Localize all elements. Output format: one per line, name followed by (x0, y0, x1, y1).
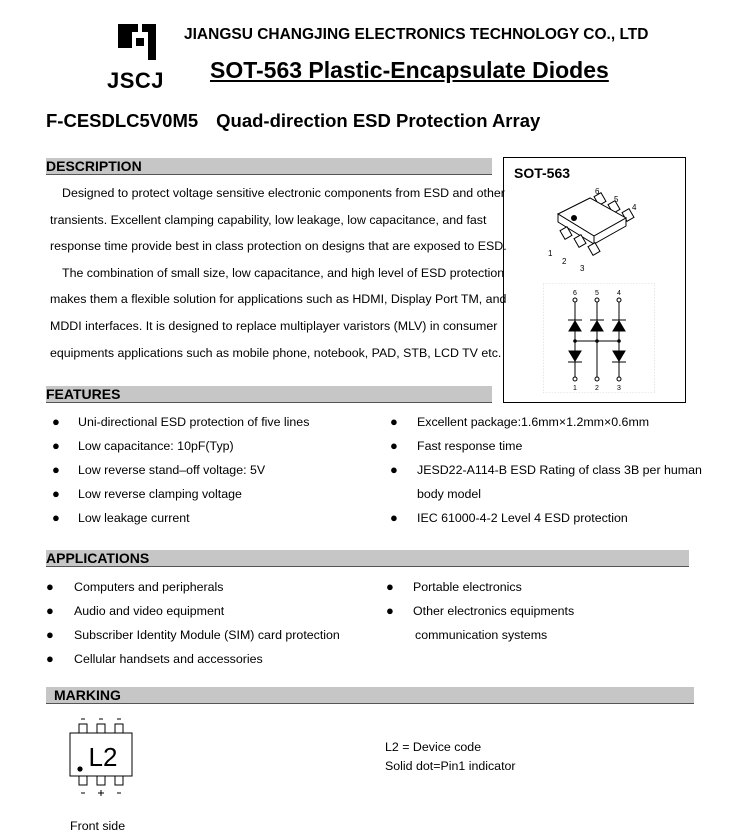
bullet-icon: ● (386, 603, 394, 618)
bullet-icon: ● (390, 462, 398, 477)
list-item: ● Low leakage current (52, 506, 372, 530)
bullet-icon: ● (52, 510, 60, 525)
list-item: ● Subscriber Identity Module (SIM) card protection (46, 623, 366, 647)
description-line: The combination of small size, low capacitance, and high level of ESD protection (62, 265, 505, 280)
marking-legend-line: L2 = Device code (385, 740, 482, 754)
pin-number: 4 (632, 203, 637, 212)
part-description: Quad-direction ESD Protection Array (216, 110, 541, 131)
pin-number: 1 (548, 249, 553, 258)
bullet-icon: ● (52, 462, 60, 477)
list-item: ● Audio and video equipment (46, 599, 366, 623)
description-line: MDDI interfaces. It is designed to replace multiplayer varistors (MLV) in consumer (50, 318, 498, 333)
description-line: makes them a flexible solution for applications such as HDMI, Display Port TM, and (50, 292, 507, 307)
list-item: ● Low reverse clamping voltage (52, 482, 372, 506)
bullet-icon: ● (46, 603, 54, 618)
description-section-bar (46, 158, 492, 175)
bullet-icon: ● (390, 414, 398, 429)
list-item: ● Low reverse stand–off voltage: 5V (52, 458, 372, 482)
features-list-right (390, 410, 720, 530)
schematic-pin-label: 6 (573, 290, 577, 297)
description-line: Designed to protect voltage sensitive electronic components from ESD and other (62, 186, 505, 200)
features-list-left (52, 410, 372, 530)
bullet-icon: ● (390, 510, 398, 525)
bullet-icon: ● (390, 438, 398, 453)
list-item: ● IEC 61000-4-2 Level 4 ESD protection (390, 506, 720, 530)
logo-text: JSCJ (107, 68, 165, 93)
pin-number: 6 (595, 187, 600, 196)
list-item: ● Other electronics equipments (386, 599, 686, 623)
jscj-logo-icon (118, 24, 162, 64)
list-item: ● JESD22-A114-B ESD Rating of class 3B per human (390, 458, 720, 482)
schematic-pin-label: 4 (617, 290, 621, 297)
schematic-pin-label: 2 (595, 385, 599, 392)
bullet-icon: ● (46, 579, 54, 594)
list-item: ● Excellent package:1.6mm×1.2mm×0.6mm (390, 410, 720, 434)
marking-legend-line: Solid dot=Pin1 indicator (385, 759, 516, 773)
marking-caption: Front side (70, 819, 126, 833)
schematic-pin-label: 1 (573, 385, 577, 392)
bullet-icon: ● (386, 579, 394, 594)
list-item: ● Computers and peripherals (46, 575, 366, 599)
bullet-icon: ● (46, 627, 54, 642)
list-item: body model (417, 487, 482, 501)
pin1-dot-icon (571, 215, 577, 221)
description-line: transients. Excellent clamping capability, low leakage, low capacitance, and fast (50, 212, 487, 227)
list-item: communication systems (415, 628, 548, 642)
description-line: response time provide best in class protection on designs that are exposed to ESD. (50, 239, 507, 254)
features-heading: FEATURES (46, 386, 121, 402)
package-label: SOT-563 (514, 165, 571, 181)
applications-list-right (386, 575, 686, 647)
internal-schematic (543, 283, 655, 393)
list-item: ● Uni-directional ESD protection of five lines (52, 410, 372, 434)
part-line (46, 110, 540, 132)
list-item: ● Low capacitance: 10pF(Typ) (52, 434, 372, 458)
marking-heading: MARKING (54, 687, 121, 703)
marking-diagram (64, 718, 138, 798)
list-item: ● Cellular handsets and accessories (46, 647, 366, 671)
bullet-icon: ● (52, 486, 60, 501)
description-text (50, 180, 507, 366)
pin-number: 3 (580, 264, 585, 273)
part-number: F-CESDLC5V0M5 (46, 110, 199, 131)
applications-heading: APPLICATIONS (46, 550, 150, 566)
features-section-bar (46, 386, 492, 403)
applications-section-bar (46, 550, 689, 567)
device-code: L2 (88, 742, 118, 772)
description-line: equipments applications such as mobile phone, notebook, PAD, STB, LCD TV etc. (50, 345, 502, 360)
bullet-icon: ● (52, 414, 60, 429)
bullet-icon: ● (52, 438, 60, 453)
schematic-pin-label: 5 (595, 290, 599, 297)
bullet-icon: ● (46, 651, 54, 666)
applications-list-left (46, 575, 366, 671)
document-title: SOT-563 Plastic-Encapsulate Diodes (210, 57, 609, 83)
pin-number: 2 (562, 257, 567, 266)
schematic-pin-label: 3 (617, 385, 621, 392)
pin1-dot-icon (77, 766, 82, 771)
company-name: JIANGSU CHANGJING ELECTRONICS TECHNOLOGY CO., LTD (184, 26, 649, 43)
package-outline-drawing (540, 186, 650, 274)
marking-section-bar (46, 687, 694, 704)
list-item: ● Fast response time (390, 434, 720, 458)
list-item: ● Portable electronics (386, 575, 686, 599)
description-heading: DESCRIPTION (46, 158, 142, 174)
pin-number: 5 (614, 195, 619, 204)
